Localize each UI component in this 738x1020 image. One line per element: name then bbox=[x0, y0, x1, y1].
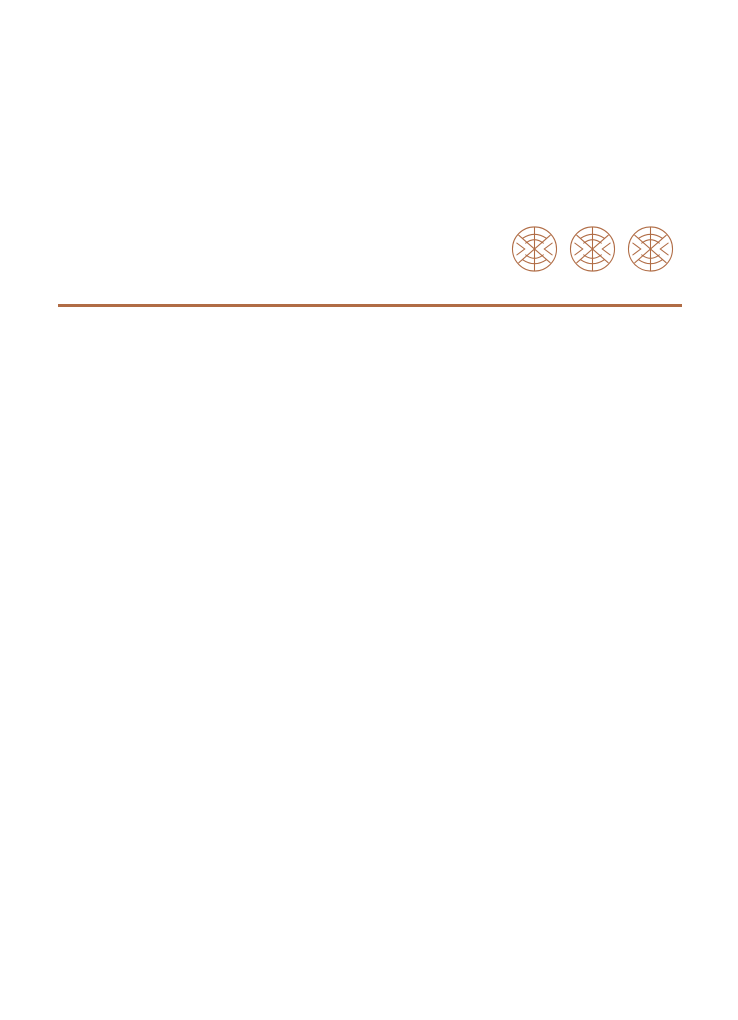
circular-ornament-icon bbox=[511, 225, 558, 273]
circular-ornament-icon bbox=[627, 225, 674, 273]
header-divider-rule bbox=[58, 304, 682, 307]
header-emblem-row bbox=[511, 225, 677, 273]
circular-ornament-icon bbox=[569, 225, 616, 273]
